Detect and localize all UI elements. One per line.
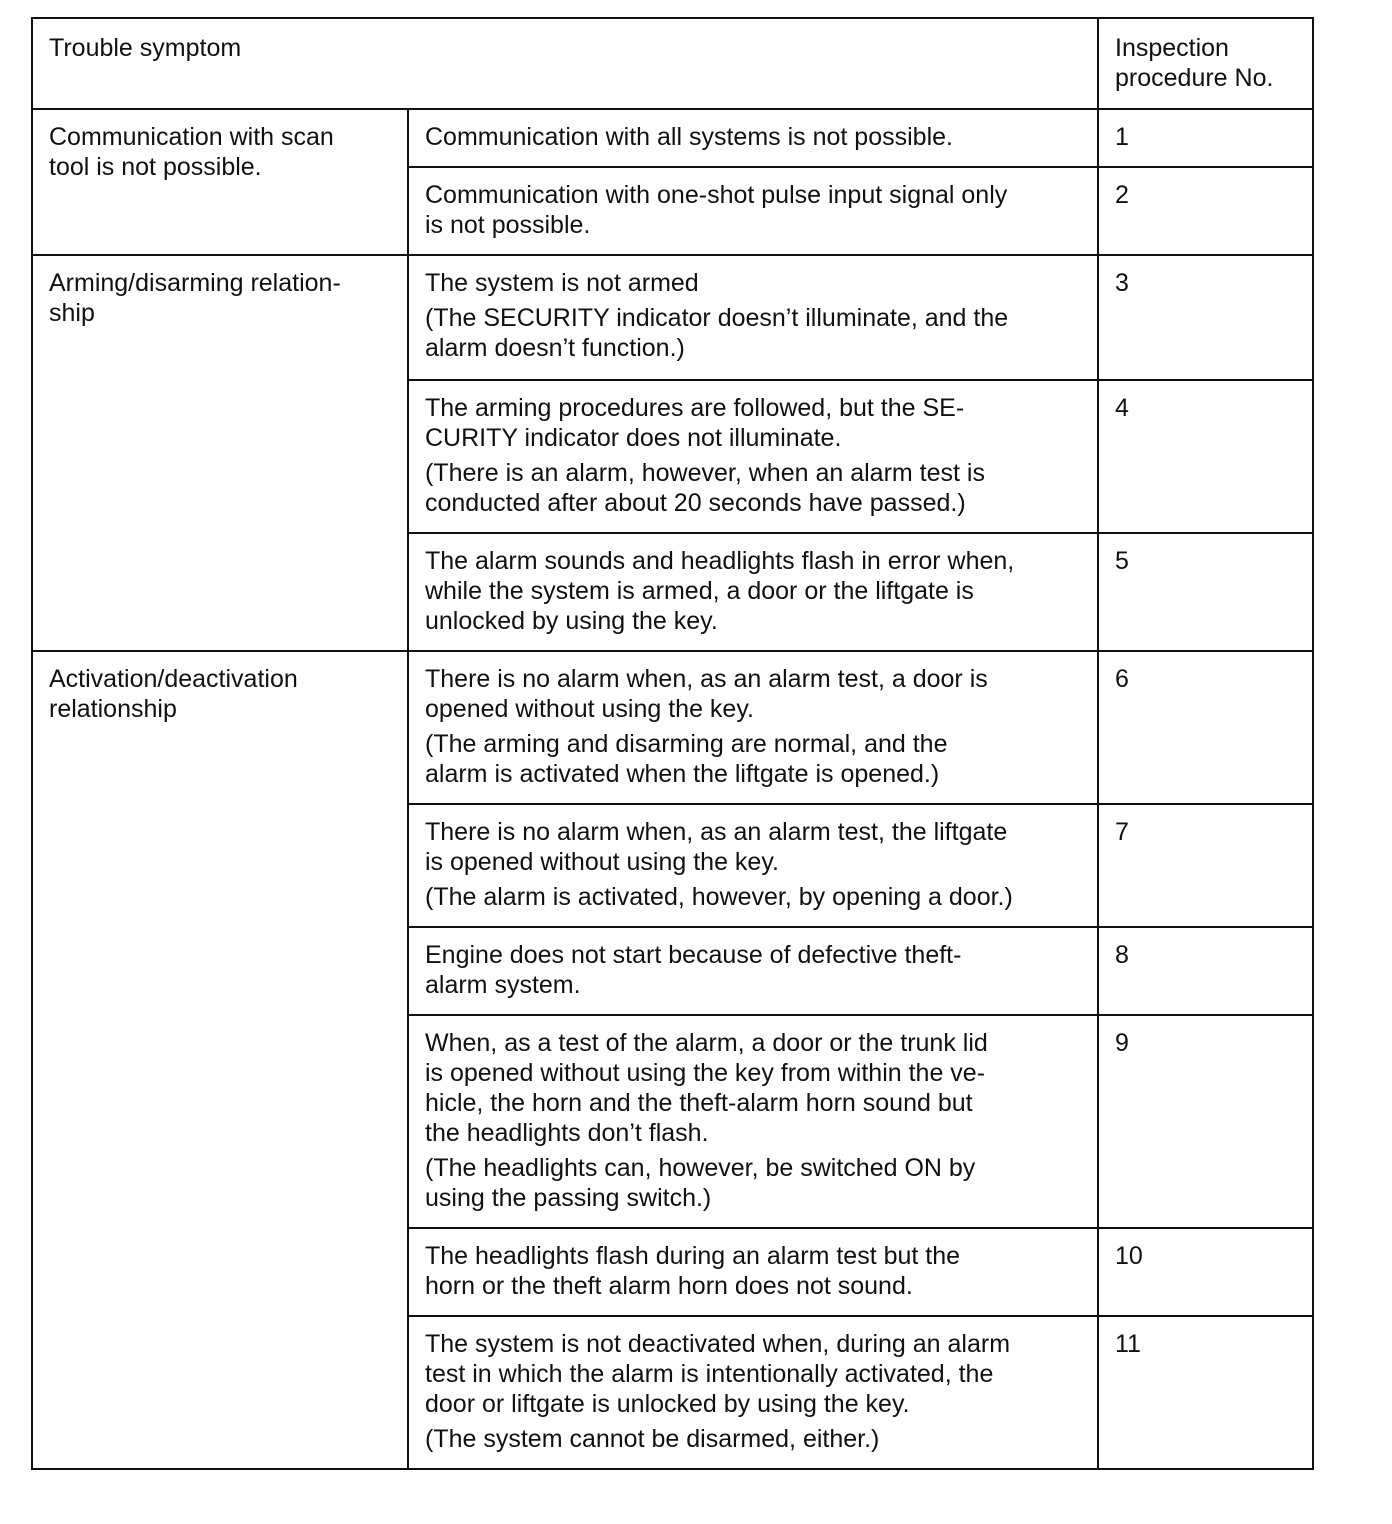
symptom-description-line: the headlights don’t flash.: [425, 1119, 709, 1147]
symptom-description-line: is not possible.: [425, 211, 591, 239]
symptom-description-line: When, as a test of the alarm, a door or the trunk lid: [425, 1029, 988, 1057]
inspection-procedure-number: 2: [1098, 167, 1313, 255]
symptom-description-cell: [408, 804, 1098, 927]
symptom-description-line: test in which the alarm is intentionally activated, the: [425, 1360, 994, 1388]
symptom-description-line: unlocked by using the key.: [425, 607, 718, 635]
table-row: [32, 651, 1313, 804]
symptom-note-line: (The arming and disarming are normal, and the: [425, 730, 948, 758]
symptom-note-line: (The headlights can, however, be switched ON by: [425, 1154, 976, 1182]
inspection-procedure-number: 3: [1098, 255, 1313, 380]
symptom-category-line: Arming/disarming relation-: [49, 269, 341, 297]
symptom-category-line: tool is not possible.: [49, 153, 262, 181]
symptom-description-line: hicle, the horn and the theft-alarm horn sound but: [425, 1089, 973, 1117]
symptom-description-line: There is no alarm when, as an alarm test, a door is: [425, 665, 988, 693]
symptom-description-cell: [408, 927, 1098, 1015]
symptom-description-cell: [408, 380, 1098, 533]
symptom-description-line: alarm system.: [425, 971, 581, 999]
symptom-note-line: conducted after about 20 seconds have passed.): [425, 489, 966, 517]
symptom-note-line: alarm is activated when the liftgate is opened.): [425, 760, 940, 788]
table-body: [32, 18, 1313, 1469]
symptom-note-line: (There is an alarm, however, when an alarm test is: [425, 459, 985, 487]
symptom-description-cell: [408, 255, 1098, 380]
trouble-symptom-table: [31, 17, 1314, 1470]
inspection-procedure-number: 5: [1098, 533, 1313, 651]
symptom-note: [425, 729, 1081, 789]
symptom-category-line: Activation/deactivation: [49, 665, 298, 693]
inspection-procedure-number: 4: [1098, 380, 1313, 533]
symptom-description-line: Engine does not start because of defective theft-: [425, 941, 962, 969]
inspection-procedure-number: 1: [1098, 109, 1313, 167]
symptom-category-cell: [32, 109, 408, 255]
symptom-description-line: is opened without using the key.: [425, 848, 779, 876]
symptom-description-line: There is no alarm when, as an alarm test, the liftgate: [425, 818, 1008, 846]
symptom-category-cell: [32, 255, 408, 651]
symptom-category-cell: [32, 651, 408, 1469]
inspection-procedure-number: 7: [1098, 804, 1313, 927]
symptom-note-line: (The SECURITY indicator doesn’t illuminate, and the: [425, 304, 1009, 332]
symptom-note: [425, 1153, 1081, 1213]
inspection-procedure-number: 8: [1098, 927, 1313, 1015]
symptom-description-line: The system is not deactivated when, during an alarm: [425, 1330, 1011, 1358]
symptom-description-line: horn or the theft alarm horn does not sound.: [425, 1272, 913, 1300]
header-inspection-procedure: [1098, 18, 1313, 109]
symptom-note-line: alarm doesn’t function.): [425, 334, 685, 362]
symptom-description-line: The alarm sounds and headlights flash in error when,: [425, 547, 1015, 575]
inspection-procedure-number: 9: [1098, 1015, 1313, 1228]
symptom-description-cell: [408, 651, 1098, 804]
header-trouble-symptom: [32, 18, 1098, 109]
symptom-description-line: Communication with all systems is not possible.: [425, 123, 953, 151]
inspection-procedure-number: 6: [1098, 651, 1313, 804]
header-procedure-line1: Inspection: [1115, 34, 1229, 62]
header-procedure-line2: procedure No.: [1115, 64, 1274, 92]
symptom-note: [425, 303, 1081, 363]
symptom-description-cell: [408, 1228, 1098, 1316]
inspection-procedure-number: 10: [1098, 1228, 1313, 1316]
symptom-note-line: (The system cannot be disarmed, either.): [425, 1425, 880, 1453]
symptom-description-line: door or liftgate is unlocked by using the key.: [425, 1390, 910, 1418]
symptom-category-line: ship: [49, 299, 95, 327]
symptom-note: [425, 458, 1081, 518]
symptom-description-line: while the system is armed, a door or the liftgate is: [425, 577, 974, 605]
table-header-row: [32, 18, 1313, 109]
symptom-description-line: is opened without using the key from within the ve-: [425, 1059, 986, 1087]
header-symptom-label: Trouble symptom: [49, 34, 242, 62]
symptom-description-cell: [408, 1316, 1098, 1469]
symptom-note-line: (The alarm is activated, however, by opening a door.): [425, 883, 1013, 911]
symptom-description-line: Communication with one-shot pulse input signal only: [425, 181, 1008, 209]
symptom-category-line: Communication with scan: [49, 123, 334, 151]
symptom-note-line: using the passing switch.): [425, 1184, 712, 1212]
table-row: [32, 109, 1313, 167]
symptom-note: [425, 1424, 1081, 1454]
symptom-description-line: The system is not armed: [425, 269, 699, 297]
symptom-category-line: relationship: [49, 695, 177, 723]
symptom-description-line: CURITY indicator does not illuminate.: [425, 424, 842, 452]
symptom-description-line: opened without using the key.: [425, 695, 754, 723]
symptom-description-cell: [408, 1015, 1098, 1228]
inspection-procedure-number: 11: [1098, 1316, 1313, 1469]
symptom-description-cell: [408, 533, 1098, 651]
symptom-description-line: The arming procedures are followed, but the SE-: [425, 394, 965, 422]
symptom-description-line: The headlights flash during an alarm test but the: [425, 1242, 961, 1270]
symptom-description-cell: [408, 167, 1098, 255]
table-row: [32, 255, 1313, 380]
symptom-note: [425, 882, 1081, 912]
symptom-description-cell: [408, 109, 1098, 167]
